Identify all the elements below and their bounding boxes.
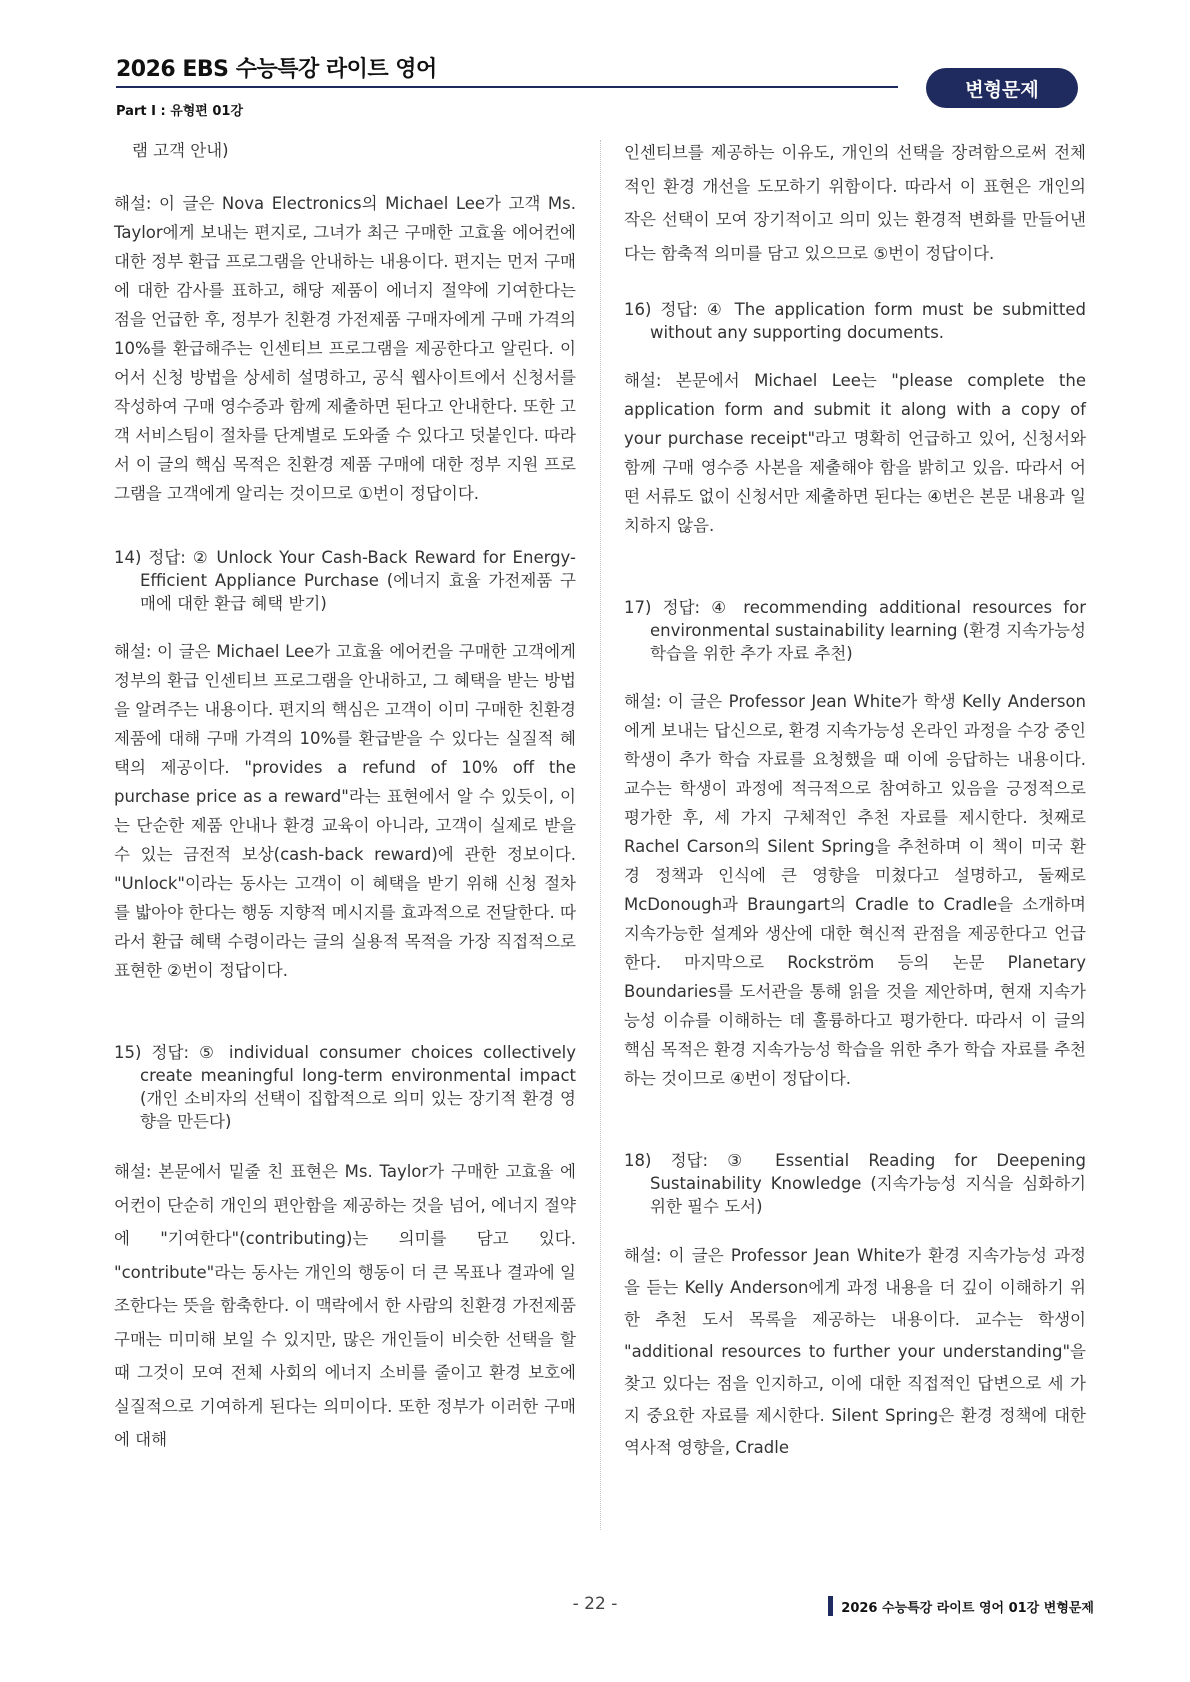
header-title: 2026 EBS 수능특강 라이트 영어 (116, 57, 437, 82)
footer-label (828, 1596, 1094, 1616)
footer-accent-bar (828, 1596, 833, 1616)
continued-text: 램 고객 안내) (132, 141, 229, 160)
footer-text: 2026 수능특강 라이트 영어 01강 변형문제 (841, 1600, 1094, 1616)
explanation-16: 해설: 본문에서 Michael Lee는 "please complete the application form and submit it along with a copy of your purchase receipt"라고 명확히 언급하고 있어, 신청서와 함께 구매 영수증 사본을 제출해야 함을 밝히고 있음. 따라서 어떤 서류도 없이 신청서만 제출하면 된다는 ④번은 본문 내용과 일치하지 않음. (624, 371, 1086, 535)
section-badge: 변형문제 (926, 68, 1078, 108)
explanation-18: 해설: 이 글은 Professor Jean White가 환경 지속가능성 과정을 듣는 Kelly Anderson에게 과정 내용을 더 깊이 이해하기 위한 추천 도서 목록을 제공하는 내용이다. 교수는 학생이 "additional resources to further your understanding"을 찾고 있다는 점을 인지하고, 이에 대한 직접적인 답변으로 세 가지 중요한 자료를 제시한다. Silent Spring은 환경 정책에 대한 역사적 영향을, Cradle (624, 1246, 1086, 1457)
left-column (114, 136, 576, 1481)
column-divider (600, 140, 601, 1530)
header-subtitle: Part Ⅰ : 유형편 01강 (116, 104, 244, 119)
right-column (624, 136, 1086, 1488)
explanation-13: 해설: 이 글은 Nova Electronics의 Michael Lee가 고객 Ms. Taylor에게 보내는 편지로, 그녀가 최근 구매한 고효율 에어컨에 대한 정부 환급 프로그램을 안내하는 내용이다. 편지는 먼저 구매에 대한 감사를 표하고, 해당 제품이 에너지 절약에 기여한다는 점을 언급한 후, 정부가 친환경 가전제품 구매자에게 구매 가격의 10%를 환급해주는 인센티브 프로그램을 제공한다고 알린다. 이어서 신청 방법을 상세히 설명하고, 공식 웹사이트에서 신청서를 작성하여 구매 영수증과 함께 제출하면 된다고 안내한다. 또한 고객 서비스팀이 절차를 단계별로 도와줄 수 있다고 덧붙인다. 따라서 이 글의 핵심 목적은 친환경 제품 구매에 대한 정부 지원 프로그램을 고객에게 알리는 것이므로 ①번이 정답이다. (114, 194, 576, 503)
page-number: - 22 - (572, 1594, 618, 1614)
explanation-17: 해설: 이 글은 Professor Jean White가 학생 Kelly Anderson에게 보내는 답신으로, 환경 지속가능성 온라인 과정을 수강 중인 학생이 추가 학습 자료를 요청했을 때 이에 응답하는 내용이다. 교수는 학생이 과정에 적극적으로 참여하고 있음을 긍정적으로 평가한 후, 세 가지 구체적인 추천 자료를 제시한다. 첫째로 Rachel Carson의 Silent Spring을 추천하며 이 책이 미국 환경 정책과 인식에 큰 영향을 미쳤다고 설명하고, 둘째로 McDonough과 Braungart의 Cradle to Cradle을 소개하며 지속가능한 설계와 생산에 대한 혁신적 관점을 제공한다고 언급한다. 마지막으로 Rockström 등의 논문 Planetary Boundaries를 도서관을 통해 읽을 것을 제안하며, 현재 지속가능성 이슈를 이해하는 데 훌륭하다고 평가한다. 따라서 이 글의 핵심 목적은 환경 지속가능성 학습을 위한 추가 학습 자료를 추천하는 것이므로 ④번이 정답이다. (624, 692, 1086, 1088)
answer-16: 16) 정답: ④ The application form must be submitted without any supporting documents. (624, 300, 1086, 342)
explanation-15-continued: 인센티브를 제공하는 이유도, 개인의 선택을 장려함으로써 전체적인 환경 개선을 도모하기 위함이다. 따라서 이 표현은 개인의 작은 선택이 모여 장기적이고 의미 있는 환경적 변화를 만들어낸다는 함축적 의미를 담고 있으므로 ⑤번이 정답이다. (624, 143, 1086, 263)
header-rule (116, 86, 898, 88)
explanation-15: 해설: 본문에서 밑줄 친 표현은 Ms. Taylor가 구매한 고효율 에어컨이 단순히 개인의 편안함을 제공하는 것을 넘어, 에너지 절약에 "기여한다"(contributing)는 의미를 담고 있다. "contribute"라는 동사는 개인의 행동이 더 큰 목표나 결과에 일조한다는 뜻을 함축한다. 이 맥락에서 한 사람의 친환경 가전제품 구매는 미미해 보일 수 있지만, 많은 개인들이 비슷한 선택을 할 때 그것이 모여 전체 사회의 에너지 소비를 줄이고 환경 보호에 실질적으로 기여하게 된다는 의미이다. 또한 정부가 이러한 구매에 대해 (114, 1162, 576, 1449)
answer-14: 14) 정답: ② Unlock Your Cash-Back Reward for Energy-Efficient Appliance Purchase (에너지 효율 가전제품 구매에 대한 환급 혜택 받기) (114, 548, 576, 613)
answer-18: 18) 정답: ③ Essential Reading for Deepening Sustainability Knowledge (지속가능성 지식을 심화하기 위한 필수 도서) (624, 1151, 1086, 1216)
answer-15: 15) 정답: ⑤ individual consumer choices collectively create meaningful long-term environmental impact (개인 소비자의 선택이 집합적으로 의미 있는 장기적 환경 영향을 만든다) (114, 1043, 576, 1131)
answer-17: 17) 정답: ④ recommending additional resources for environmental sustainability learning (환경 지속가능성 학습을 위한 추가 자료 추천) (624, 598, 1086, 663)
explanation-14: 해설: 이 글은 Michael Lee가 고효율 에어컨을 구매한 고객에게 정부의 환급 인센티브 프로그램을 안내하고, 그 혜택을 받는 방법을 알려주는 내용이다. 편지의 핵심은 고객이 이미 구매한 친환경 제품에 대해 구매 가격의 10%를 환급받을 수 있다는 실질적 혜택의 제공이다. "provides a refund of 10% off the purchase price as a reward"라는 표현에서 알 수 있듯이, 이는 단순한 제품 안내나 환경 교육이 아니라, 고객이 실제로 받을 수 있는 금전적 보상(cash-back reward)에 관한 정보이다. "Unlock"이라는 동사는 고객이 이 혜택을 받기 위해 신청 절차를 밟아야 한다는 행동 지향적 메시지를 효과적으로 전달한다. 따라서 환급 혜택 수령이라는 글의 실용적 목적을 가장 직접적으로 표현한 ②번이 정답이다. (114, 642, 576, 980)
